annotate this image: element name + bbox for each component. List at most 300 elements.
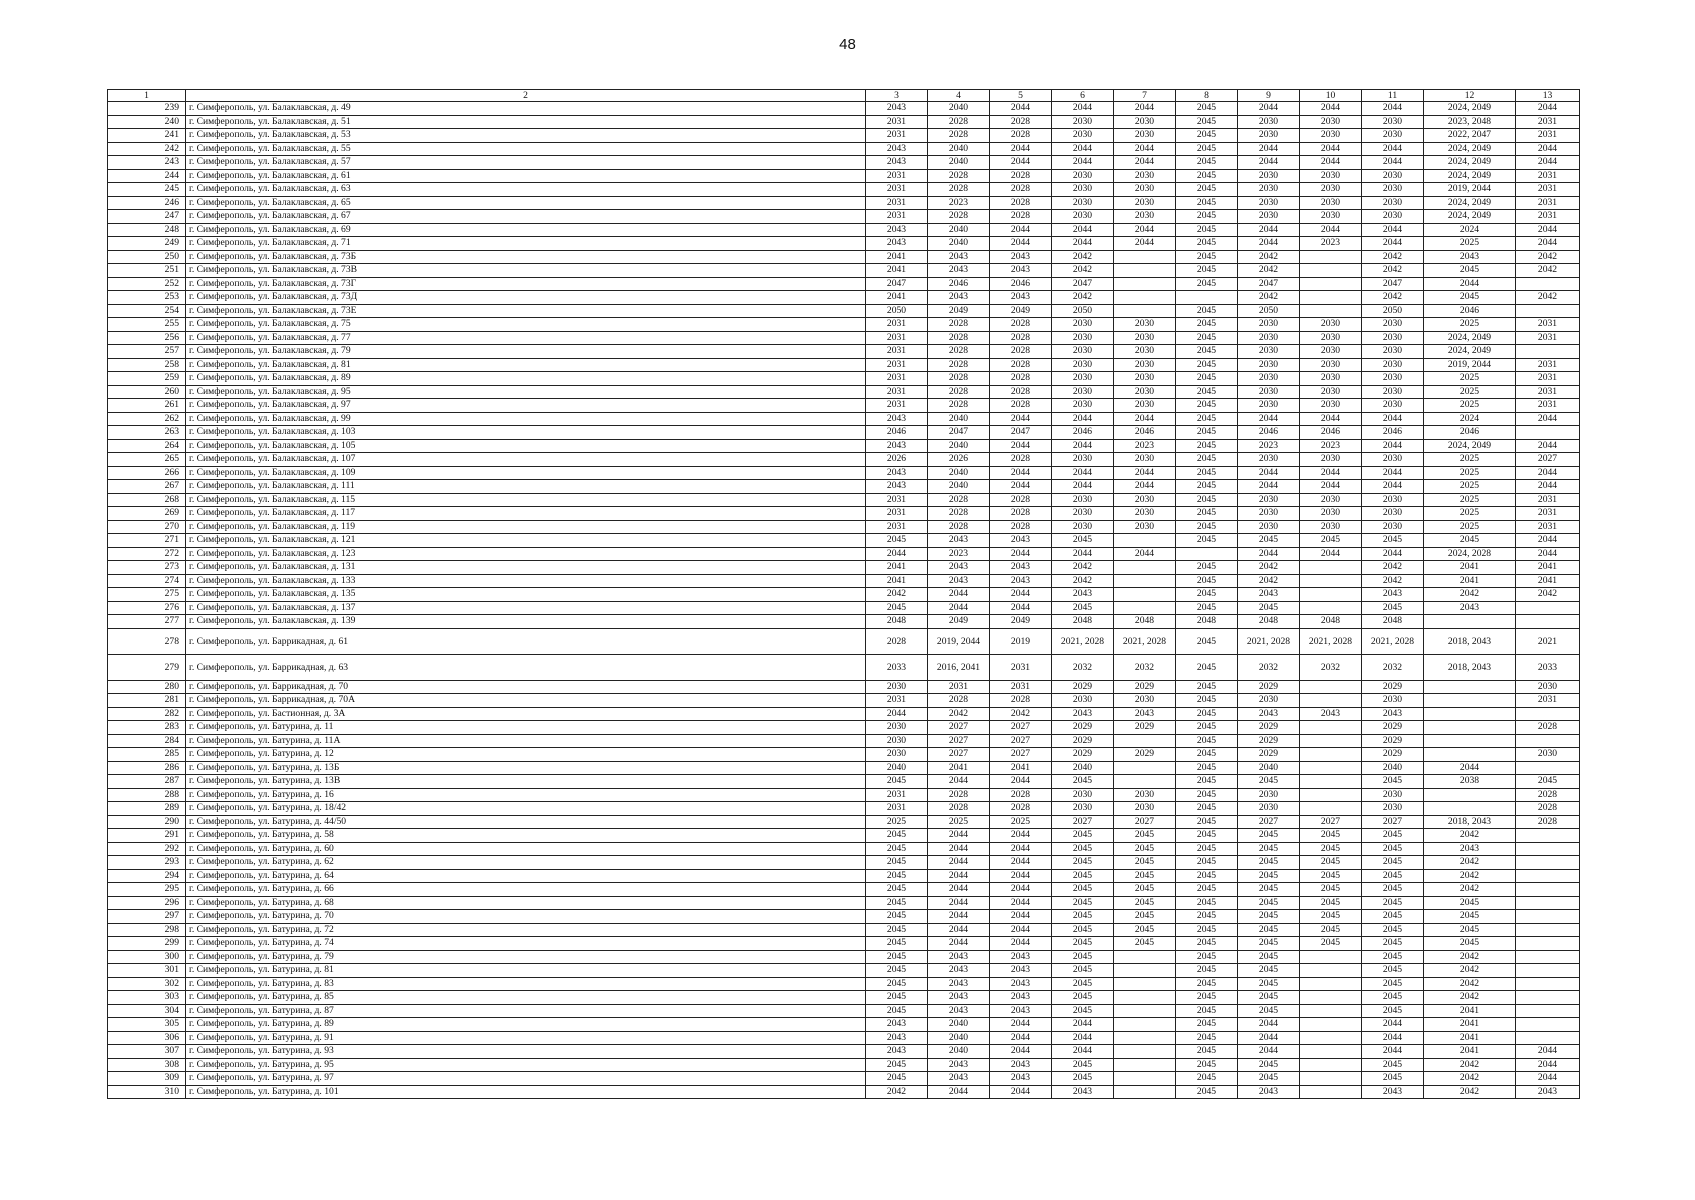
row-number-cell: 261 (108, 399, 186, 413)
year-cell: 2045 (866, 775, 928, 789)
year-cell: 2045 (1362, 829, 1424, 843)
row-number-cell: 301 (108, 964, 186, 978)
year-cell: 2045 (1052, 883, 1114, 897)
row-number-cell: 285 (108, 748, 186, 762)
table-row (108, 399, 1580, 413)
table-row (108, 977, 1580, 991)
year-cell: 2030 (1362, 802, 1424, 816)
year-cell: 2044 (1052, 466, 1114, 480)
year-cell: 2044 (990, 842, 1052, 856)
year-cell: 2045 (1114, 937, 1176, 951)
year-cell: 2045 (1238, 964, 1300, 978)
year-cell: 2045 (1052, 829, 1114, 843)
table-row (108, 345, 1580, 359)
year-cell: 2043 (990, 1004, 1052, 1018)
year-cell: 2030 (1362, 372, 1424, 386)
year-cell: 2031 (1516, 196, 1580, 210)
year-cell: 2030 (1052, 372, 1114, 386)
year-cell: 2043 (1052, 707, 1114, 721)
year-cell (1300, 1085, 1362, 1099)
row-number-cell: 283 (108, 721, 186, 735)
year-cell: 2028 (928, 520, 990, 534)
year-cell: 2040 (928, 480, 990, 494)
year-cell: 2044 (928, 869, 990, 883)
year-cell: 2028 (990, 385, 1052, 399)
table-row (108, 196, 1580, 210)
year-cell: 2028 (866, 628, 928, 654)
year-cell: 2045 (1052, 910, 1114, 924)
year-cell: 2044 (990, 896, 1052, 910)
year-cell: 2030 (1238, 331, 1300, 345)
year-cell (1114, 1004, 1176, 1018)
year-cell: 2028 (928, 493, 990, 507)
table-row (108, 115, 1580, 129)
year-cell: 2045 (1176, 761, 1238, 775)
year-cell: 2030 (1114, 694, 1176, 708)
year-cell: 2045 (1176, 680, 1238, 694)
row-number-cell: 242 (108, 142, 186, 156)
year-cell: 2044 (990, 869, 1052, 883)
year-cell: 2045 (866, 869, 928, 883)
year-cell: 2044 (1300, 480, 1362, 494)
year-cell: 2045 (1176, 480, 1238, 494)
year-cell: 2045 (1052, 842, 1114, 856)
year-cell: 2045 (866, 829, 928, 843)
address-cell: г. Симферополь, ул. Балаклавская, д. 109 (186, 466, 866, 480)
year-cell: 2045 (1176, 937, 1238, 951)
row-number-cell: 303 (108, 991, 186, 1005)
year-cell: 2038 (1424, 775, 1516, 789)
year-cell: 2030 (1114, 196, 1176, 210)
year-cell: 2044 (1362, 480, 1424, 494)
year-cell: 2044 (1424, 761, 1516, 775)
table-row (108, 802, 1580, 816)
year-cell: 2030 (1052, 694, 1114, 708)
address-cell: г. Симферополь, ул. Балаклавская, д. 137 (186, 601, 866, 615)
address-cell: г. Симферополь, ул. Балаклавская, д. 57 (186, 156, 866, 170)
year-cell: 2041 (866, 574, 928, 588)
year-cell: 2045 (1362, 923, 1424, 937)
year-cell: 2045 (1176, 129, 1238, 143)
year-cell: 2044 (1052, 1045, 1114, 1059)
year-cell (1300, 950, 1362, 964)
year-cell: 2045 (1114, 910, 1176, 924)
table-row (108, 923, 1580, 937)
year-cell: 2028 (990, 507, 1052, 521)
address-cell: г. Симферополь, ул. Балаклавская, д. 67 (186, 210, 866, 224)
row-number-cell: 296 (108, 896, 186, 910)
year-cell: 2021, 2028 (1300, 628, 1362, 654)
year-cell: 2047 (866, 277, 928, 291)
row-number-cell: 276 (108, 601, 186, 615)
year-cell: 2028 (990, 331, 1052, 345)
year-cell (1114, 775, 1176, 789)
year-cell: 2031 (866, 399, 928, 413)
year-cell: 2045 (1362, 937, 1424, 951)
year-cell: 2049 (928, 615, 990, 629)
year-cell: 2030 (1362, 210, 1424, 224)
year-cell: 2019, 2044 (1424, 358, 1516, 372)
year-cell: 2041 (1424, 1004, 1516, 1018)
row-number-cell: 298 (108, 923, 186, 937)
year-cell: 2030 (1238, 453, 1300, 467)
year-cell: 2023 (1300, 237, 1362, 251)
year-cell: 2045 (866, 910, 928, 924)
year-cell: 2028 (990, 210, 1052, 224)
year-cell: 2044 (990, 829, 1052, 843)
year-cell (1300, 1072, 1362, 1086)
table-row (108, 331, 1580, 345)
year-cell: 2030 (1238, 399, 1300, 413)
year-cell: 2043 (990, 991, 1052, 1005)
year-cell: 2030 (1052, 129, 1114, 143)
year-cell (1300, 277, 1362, 291)
year-cell: 2045 (1238, 896, 1300, 910)
year-cell: 2043 (990, 950, 1052, 964)
year-cell: 2028 (928, 385, 990, 399)
year-cell: 2044 (928, 883, 990, 897)
year-cell: 2043 (866, 142, 928, 156)
year-cell: 2044 (1362, 1018, 1424, 1032)
year-cell (1424, 707, 1516, 721)
year-cell: 2030 (1300, 520, 1362, 534)
year-cell (1516, 964, 1580, 978)
address-cell: г. Симферополь, ул. Батурина, д. 18/42 (186, 802, 866, 816)
year-cell: 2030 (1362, 115, 1424, 129)
year-cell: 2042 (1424, 1058, 1516, 1072)
year-cell: 2042 (1052, 250, 1114, 264)
year-cell: 2044 (990, 856, 1052, 870)
table-row (108, 842, 1580, 856)
row-number-cell: 287 (108, 775, 186, 789)
year-cell: 2030 (1052, 520, 1114, 534)
year-cell: 2044 (928, 842, 990, 856)
year-cell: 2045 (1114, 842, 1176, 856)
column-header: 3 (866, 90, 928, 102)
year-cell: 2045 (1300, 923, 1362, 937)
table-row (108, 1045, 1580, 1059)
year-cell: 2045 (1176, 775, 1238, 789)
year-cell: 2030 (1300, 210, 1362, 224)
year-cell: 2028 (990, 399, 1052, 413)
year-cell (1424, 802, 1516, 816)
year-cell: 2026 (928, 453, 990, 467)
year-cell: 2045 (1176, 721, 1238, 735)
year-cell: 2044 (1052, 223, 1114, 237)
year-cell: 2041 (990, 761, 1052, 775)
year-cell: 2025 (1424, 318, 1516, 332)
year-cell: 2045 (1176, 707, 1238, 721)
table-row (108, 277, 1580, 291)
year-cell: 2045 (866, 856, 928, 870)
year-cell: 2049 (990, 615, 1052, 629)
year-cell: 2043 (1114, 707, 1176, 721)
year-cell (1300, 1045, 1362, 1059)
year-cell: 2027 (1300, 815, 1362, 829)
column-header: 11 (1362, 90, 1424, 102)
address-cell: г. Симферополь, ул. Батурина, д. 101 (186, 1085, 866, 1099)
row-number-cell: 250 (108, 250, 186, 264)
address-cell: г. Симферополь, ул. Батурина, д. 11А (186, 734, 866, 748)
address-cell: г. Симферополь, ул. Балаклавская, д. 65 (186, 196, 866, 210)
year-cell: 2044 (928, 896, 990, 910)
year-cell: 2028 (990, 318, 1052, 332)
year-cell: 2044 (1300, 412, 1362, 426)
year-cell: 2045 (1362, 991, 1424, 1005)
year-cell: 2044 (1052, 1031, 1114, 1045)
year-cell: 2044 (1052, 102, 1114, 116)
year-cell: 2030 (1052, 493, 1114, 507)
year-cell: 2045 (1114, 896, 1176, 910)
year-cell: 2044 (1114, 156, 1176, 170)
year-cell: 2044 (1516, 547, 1580, 561)
year-cell: 2029 (1362, 734, 1424, 748)
year-cell (1114, 1031, 1176, 1045)
row-number-cell: 308 (108, 1058, 186, 1072)
table-row (108, 680, 1580, 694)
year-cell: 2032 (1362, 654, 1424, 680)
address-cell: г. Симферополь, ул. Балаклавская, д. 121 (186, 534, 866, 548)
year-cell: 2030 (1238, 183, 1300, 197)
year-cell: 2047 (1238, 277, 1300, 291)
year-cell: 2028 (1516, 815, 1580, 829)
year-cell: 2027 (1238, 815, 1300, 829)
row-number-cell: 267 (108, 480, 186, 494)
year-cell (1114, 734, 1176, 748)
year-cell: 2044 (1516, 1045, 1580, 1059)
year-cell (1114, 250, 1176, 264)
year-cell: 2032 (1300, 654, 1362, 680)
address-cell: г. Симферополь, ул. Балаклавская, д. 115 (186, 493, 866, 507)
year-cell: 2045 (1176, 142, 1238, 156)
year-cell: 2031 (1516, 358, 1580, 372)
address-cell: г. Симферополь, ул. Батурина, д. 11 (186, 721, 866, 735)
year-cell: 2043 (866, 237, 928, 251)
year-cell: 2044 (1516, 237, 1580, 251)
year-cell: 2031 (928, 680, 990, 694)
row-number-cell: 293 (108, 856, 186, 870)
year-cell: 2043 (866, 466, 928, 480)
year-cell: 2044 (1238, 1045, 1300, 1059)
year-cell: 2044 (990, 601, 1052, 615)
year-cell: 2031 (866, 520, 928, 534)
table-row (108, 937, 1580, 951)
year-cell: 2030 (1052, 210, 1114, 224)
year-cell: 2030 (1300, 507, 1362, 521)
year-cell: 2025 (1424, 385, 1516, 399)
year-cell: 2030 (1362, 520, 1424, 534)
year-cell: 2045 (1176, 1085, 1238, 1099)
row-number-cell: 290 (108, 815, 186, 829)
year-cell: 2045 (1176, 183, 1238, 197)
year-cell: 2024, 2028 (1424, 547, 1516, 561)
year-cell (1300, 250, 1362, 264)
row-number-cell: 239 (108, 102, 186, 116)
address-cell: г. Симферополь, ул. Балаклавская, д. 71 (186, 237, 866, 251)
row-number-cell: 247 (108, 210, 186, 224)
year-cell: 2024 (1424, 223, 1516, 237)
year-cell: 2045 (866, 842, 928, 856)
year-cell: 2044 (1238, 1018, 1300, 1032)
year-cell: 2030 (1052, 169, 1114, 183)
address-cell: г. Симферополь, ул. Батурина, д. 13В (186, 775, 866, 789)
year-cell: 2045 (1362, 910, 1424, 924)
address-cell: г. Симферополь, ул. Балаклавская, д. 103 (186, 426, 866, 440)
column-header: 8 (1176, 90, 1238, 102)
row-number-cell: 310 (108, 1085, 186, 1099)
year-cell: 2044 (1362, 412, 1424, 426)
year-cell: 2045 (1114, 856, 1176, 870)
year-cell: 2045 (1176, 156, 1238, 170)
year-cell: 2050 (1238, 304, 1300, 318)
year-cell (1424, 694, 1516, 708)
year-cell: 2042 (1238, 574, 1300, 588)
year-cell (1516, 950, 1580, 964)
year-cell: 2045 (1176, 439, 1238, 453)
year-cell: 2050 (1362, 304, 1424, 318)
year-cell (1516, 601, 1580, 615)
year-cell (1300, 1018, 1362, 1032)
year-cell: 2045 (1238, 829, 1300, 843)
table-row (108, 601, 1580, 615)
row-number-cell: 307 (108, 1045, 186, 1059)
year-cell: 2044 (1238, 547, 1300, 561)
row-number-cell: 248 (108, 223, 186, 237)
year-cell: 2044 (990, 1085, 1052, 1099)
year-cell: 2030 (1238, 358, 1300, 372)
year-cell: 2048 (1114, 615, 1176, 629)
year-cell: 2044 (1516, 480, 1580, 494)
year-cell: 2044 (990, 480, 1052, 494)
year-cell: 2043 (928, 574, 990, 588)
year-cell: 2043 (928, 1058, 990, 1072)
year-cell: 2030 (1300, 345, 1362, 359)
year-cell: 2044 (928, 910, 990, 924)
year-cell: 2044 (990, 1018, 1052, 1032)
year-cell: 2025 (1424, 453, 1516, 467)
year-cell: 2044 (1238, 237, 1300, 251)
year-cell: 2045 (1238, 534, 1300, 548)
year-cell: 2048 (1362, 615, 1424, 629)
year-cell: 2044 (1052, 439, 1114, 453)
year-cell: 2044 (1238, 142, 1300, 156)
year-cell: 2031 (866, 372, 928, 386)
year-cell: 2031 (866, 169, 928, 183)
year-cell: 2029 (1052, 680, 1114, 694)
table-row (108, 169, 1580, 183)
year-cell: 2045 (1176, 950, 1238, 964)
year-cell: 2045 (1424, 534, 1516, 548)
year-cell: 2031 (1516, 318, 1580, 332)
year-cell: 2045 (1362, 977, 1424, 991)
year-cell: 2045 (1176, 910, 1238, 924)
year-cell: 2028 (990, 345, 1052, 359)
year-cell: 2028 (928, 115, 990, 129)
address-cell: г. Симферополь, ул. Батурина, д. 81 (186, 964, 866, 978)
year-cell (1424, 680, 1516, 694)
address-cell: г. Симферополь, ул. Батурина, д. 68 (186, 896, 866, 910)
year-cell (1516, 304, 1580, 318)
year-cell: 2044 (990, 937, 1052, 951)
year-cell: 2030 (1052, 358, 1114, 372)
year-cell: 2045 (1052, 991, 1114, 1005)
address-cell: г. Симферополь, ул. Балаклавская, д. 135 (186, 588, 866, 602)
row-number-cell: 275 (108, 588, 186, 602)
year-cell: 2044 (928, 923, 990, 937)
year-cell: 2044 (1238, 466, 1300, 480)
year-cell: 2044 (1362, 1031, 1424, 1045)
year-cell: 2041 (1424, 574, 1516, 588)
year-cell: 2045 (1424, 937, 1516, 951)
year-cell: 2030 (1114, 183, 1176, 197)
year-cell: 2030 (1362, 493, 1424, 507)
year-cell: 2045 (1176, 734, 1238, 748)
row-number-cell: 240 (108, 115, 186, 129)
table-row (108, 734, 1580, 748)
year-cell: 2045 (1362, 964, 1424, 978)
year-cell (1114, 277, 1176, 291)
year-cell: 2044 (990, 923, 1052, 937)
year-cell (1114, 264, 1176, 278)
year-cell: 2043 (1424, 250, 1516, 264)
year-cell: 2043 (866, 156, 928, 170)
year-cell (1114, 1045, 1176, 1059)
year-cell: 2043 (1424, 601, 1516, 615)
column-header: 9 (1238, 90, 1300, 102)
year-cell (1300, 761, 1362, 775)
address-cell: г. Симферополь, ул. Балаклавская, д. 133 (186, 574, 866, 588)
year-cell: 2048 (1176, 615, 1238, 629)
year-cell: 2030 (1052, 788, 1114, 802)
row-number-cell: 244 (108, 169, 186, 183)
year-cell: 2045 (1114, 923, 1176, 937)
year-cell: 2043 (990, 574, 1052, 588)
year-cell: 2045 (1238, 856, 1300, 870)
year-cell: 2025 (1424, 520, 1516, 534)
year-cell: 2044 (990, 412, 1052, 426)
year-cell (1114, 977, 1176, 991)
address-cell: г. Симферополь, ул. Балаклавская, д. 89 (186, 372, 866, 386)
year-cell: 2045 (1176, 869, 1238, 883)
year-cell (1516, 277, 1580, 291)
year-cell: 2027 (928, 721, 990, 735)
table-row (108, 748, 1580, 762)
year-cell: 2046 (928, 277, 990, 291)
year-cell: 2044 (1362, 102, 1424, 116)
year-cell: 2029 (1238, 734, 1300, 748)
year-cell: 2044 (990, 1031, 1052, 1045)
year-cell: 2030 (1238, 493, 1300, 507)
year-cell: 2045 (1052, 534, 1114, 548)
year-cell: 2044 (1052, 1018, 1114, 1032)
column-header: 2 (186, 90, 866, 102)
year-cell: 2028 (928, 802, 990, 816)
year-cell: 2043 (990, 1058, 1052, 1072)
year-cell: 2045 (866, 964, 928, 978)
year-cell: 2025 (990, 815, 1052, 829)
year-cell: 2044 (990, 883, 1052, 897)
table-row (108, 788, 1580, 802)
year-cell: 2023 (1300, 439, 1362, 453)
year-cell: 2028 (928, 694, 990, 708)
year-cell (1516, 869, 1580, 883)
year-cell: 2028 (928, 399, 990, 413)
year-cell (1300, 1058, 1362, 1072)
year-cell: 2030 (1114, 358, 1176, 372)
year-cell: 2045 (1176, 896, 1238, 910)
address-cell: г. Симферополь, ул. Батурина, д. 95 (186, 1058, 866, 1072)
year-cell: 2023 (1238, 439, 1300, 453)
